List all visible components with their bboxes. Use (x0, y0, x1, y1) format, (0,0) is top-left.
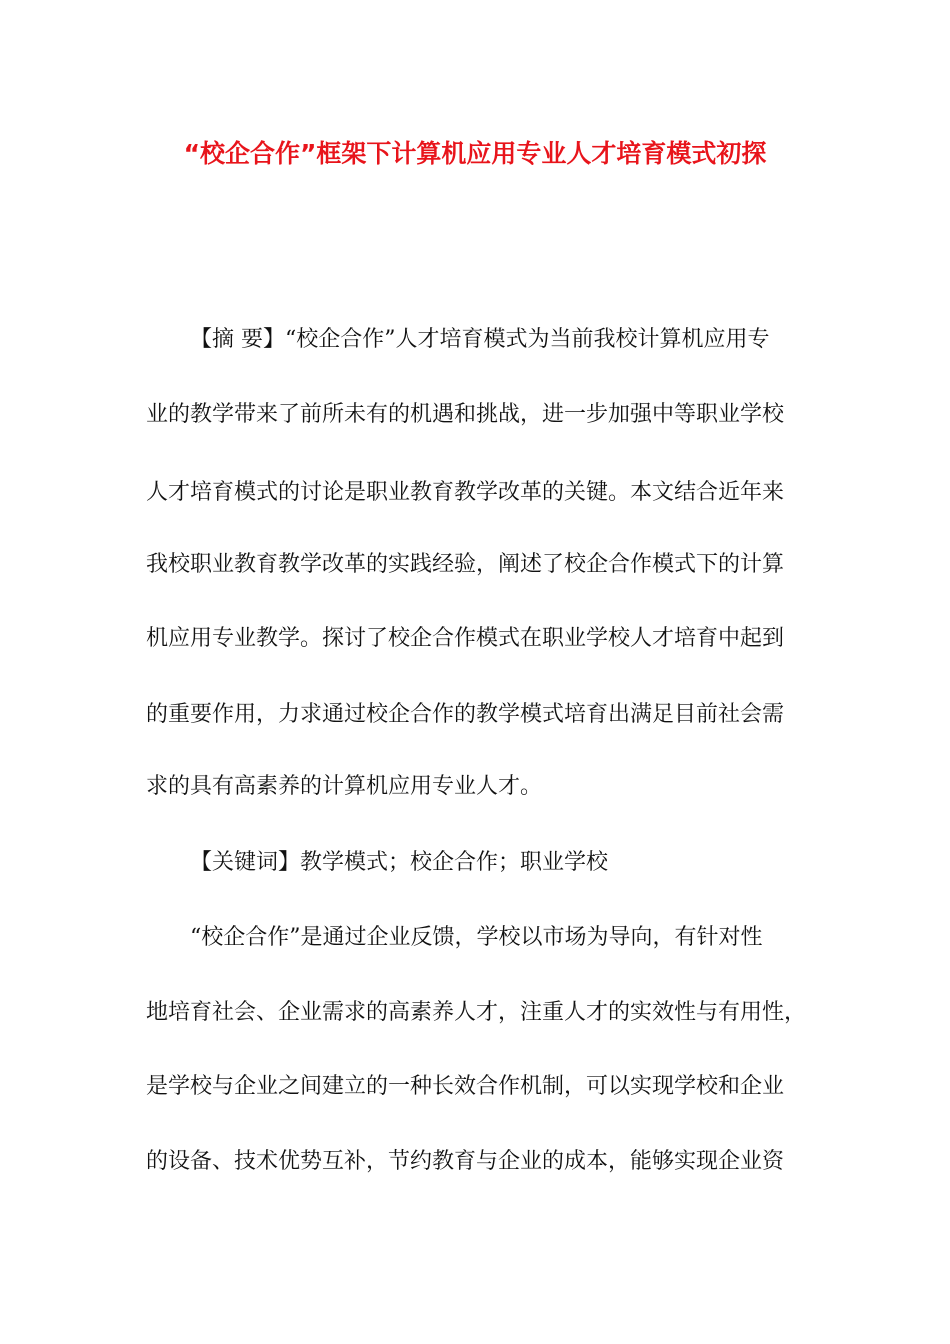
document-title: “校企合作”框架下计算机应用专业人才培育模式初探 (183, 139, 767, 168)
abstract-line: 求的具有高素养的计算机应用专业人才。 (146, 774, 543, 799)
abstract-line: 我校职业教育教学改革的实践经验，阐述了校企合作模式下的计算 (146, 552, 785, 577)
abstract-line: 【摘 要】“校企合作”人才培育模式为当前我校计算机应用专 (190, 327, 770, 352)
body-line: 地培育社会、企业需求的高素养人才，注重人才的实效性与有用性， (146, 1000, 807, 1025)
abstract-line: 人才培育模式的讨论是职业教育教学改革的关键。本文结合近年来 (146, 480, 785, 505)
abstract-line: 机应用专业教学。探讨了校企合作模式在职业学校人才培育中起到 (146, 626, 785, 651)
abstract-line: 业的教学带来了前所未有的机遇和挑战，进一步加强中等职业学校 (146, 402, 785, 427)
abstract-line: 的重要作用，力求通过校企合作的教学模式培育出满足目前社会需 (146, 702, 785, 727)
keywords-line: 【关键词】教学模式；校企合作；职业学校 (190, 850, 609, 875)
body-line: 是学校与企业之间建立的一种长效合作机制，可以实现学校和企业 (146, 1074, 785, 1099)
body-line: “校企合作”是通过企业反馈，学校以市场为导向，有针对性 (190, 925, 763, 950)
body-line: 的设备、技术优势互补，节约教育与企业的成本，能够实现企业资 (146, 1149, 785, 1174)
